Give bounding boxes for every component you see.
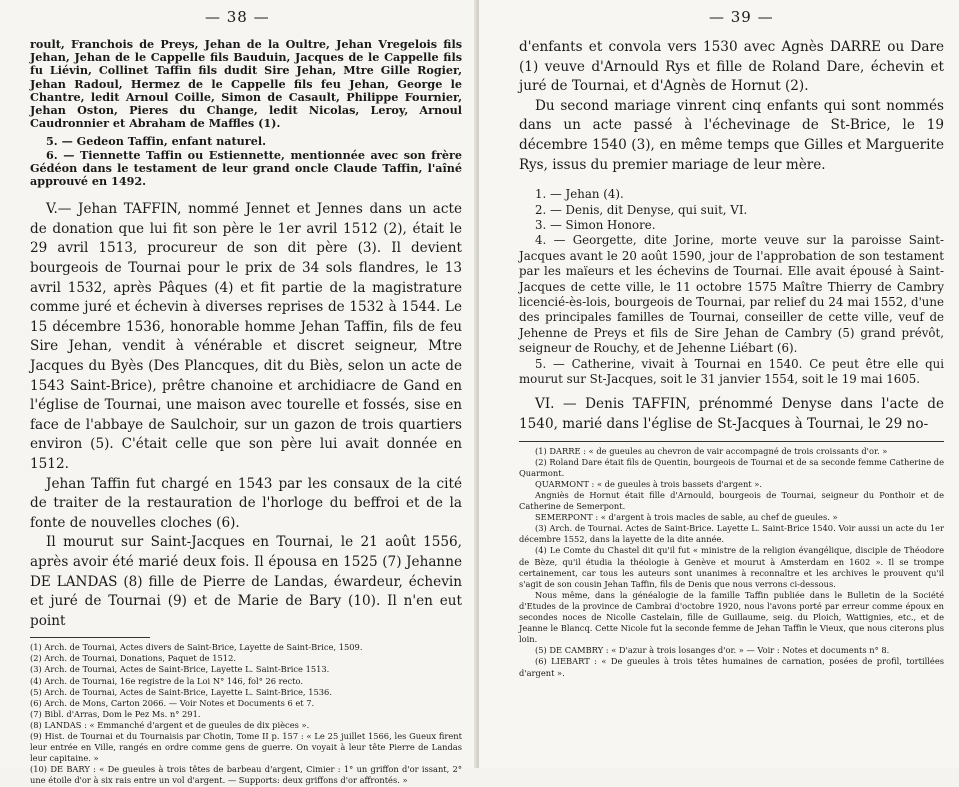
right-footnote: (3) Arch. de Tournai. Actes de Saint-Brice. Layette L. Saint-Brice 1540. Voir aussi un acte du 1er décembre 1552, dans la layette de la dite année. [519,523,944,545]
left-column [30,38,462,787]
left-item-5: 5. — Gedeon Taffin, enfant naturel. [46,134,266,149]
right-footnote: (5) DE CAMBRY : « D'azur à trois losanges d'or. » — Voir : Notes et documents n° 8. [535,645,890,656]
footnote-rule-right [519,441,944,442]
page-number-38: — 38 — [205,8,270,26]
right-item-2: 2. — Denis, dit Denyse, qui suit, VI. [535,202,748,217]
left-footnote: (1) Arch. de Tournai, Actes divers de Saint-Brice, Layette de Saint-Brice, 1509. [30,642,363,653]
right-second-para: Du second mariage vinrent cinq enfants qui sont nommés dans un acte passé à l'échevinage de St-Brice, le 19 décembre 1540 (3), en même temps que Gilles et Marguerite Rys, issus du premier mariage de leur mère. [519,97,944,173]
right-footnote: SEMERPONT : « d'argent à trois macles de sable, au chef de gueules. » [535,512,838,523]
right-footnote: (1) DARRE : « de gueules au chevron de vair accompagné de trois croissants d'or. » [535,445,888,456]
left-footnotes [30,642,462,786]
right-footnote: (2) Roland Dare était fils de Quentin, bourgeois de Tournai et de sa seconde femme Catherine de Quarmont. [519,456,944,478]
right-column [519,38,944,679]
right-footnote: Angniès de Hornut était fille d'Arnould, bourgeois de Tournai, seigneur du Ponthoir et de Catherine de Semerpont. [519,490,944,512]
section-v-para: V.— Jehan TAFFIN, nommé Jennet et Jennes dans un acte de donation que lui fit son père le 1er avril 1512 (2), était le 29 avril 1513, procureur de son dit père (3). Il devient bourgeois de Tournai pour le prix de 34 sols flandres, le 13 avril 1532, après Pâques (4) et fit partie de la magistrature comme juré et échevin à diverses reprises de 1532 à 1544. Le 15 décembre 1536, honorable homme Jehan Taffin, fils de feu Sire Jehan, vendit à vénérable et discret seigneur, Mtre Jacques du Byès (Des Plancques, dit du Biès, selon un acte de 1543 Saint-Brice), prêtre chanoine et archidiacre de Gand en l'église de Tournai, une maison avec tourelle et fossés, sise en face de l'abbaye de Saulchoir, sur un gazon de trois quartiers environ (5). C'était celle que son père lui avait donnée en 1512. [30,201,462,472]
right-item-1: 1. — Jehan (4). [535,187,624,202]
footnote-rule-left [30,637,150,638]
right-footnote: Nous même, dans la généalogie de la famille Taffin publiée dans le Bulletin de la Société d'Etudes de la province de Cambrai d'octobre 1920, nous l'avons porté par erreur comme époux en secondes noces de Nicolle Castelain, fille de Guillaume, seig. du Ploich, Wattignies, etc., et de Jeanne le Blancq. Cette Nicole fut la seconde femme de Jehan Taffin le Vieux, que nous citerons plus loin. [519,589,944,645]
right-page [479,0,959,768]
para-horloge: Jehan Taffin fut chargé en 1543 par les consaux de la cité de traiter de la restauration de l'horloge du beffroi et de la fonte de nouvelles cloches (6). [30,475,462,531]
right-top-para: d'enfants et convola vers 1530 avec Agnès DARRE ou Dare (1) veuve d'Arnould Rys et fille de Roland Dare, échevin et juré de Tournai, et d'Agnès de Hornut (2). [519,39,944,95]
right-item-5: 5. — Catherine, vivait à Tournai en 1540. Ce peut être elle qui mourut sur St-Jacques, soit le 31 janvier 1554, soit le 19 mai 1605. [519,356,944,387]
page-number-39: — 39 — [709,8,774,26]
right-footnotes [519,446,944,679]
left-top-para: roult, Franchois de Preys, Jehan de la Oultre, Jehan Vregelois fils Jehan, Jehan de le Cappelle fils Bauduin, Jacques de le Cappelle fils fu Liévin, Collinet Taffin fils dudit Sire Jehan, Mtre Gille Rogier, Jehan Radoul, Hermez de le Cappelle fils feu Jehan, George le Chantre, ledit Arnoul Coille, Simon de Casault, Philippe Fournier, Jehan Oston, Pieres du Change, ledit Nicolas, Leroy, Arnoul Caudronnier et Abraham de Maffles (1). [30,37,462,131]
left-item-6: 6. — Tiennette Taffin ou Estiennette, mentionnée avec son frère Gédéon dans le testament de leur grand oncle Claude Taffin, l'aîné approuvé en 1492. [30,147,462,189]
left-footnote: (6) Arch. de Mons, Carton 2066. — Voir Notes et Documents 6 et 7. [30,697,315,708]
right-footnote: QUARMONT : « de gueules à trois bassets d'argent ». [535,478,762,489]
left-page [0,0,478,786]
left-footnote: (2) Arch. de Tournai, Donations, Paquet de 1512. [30,653,236,664]
right-item-3: 3. — Simon Honore. [535,217,656,232]
left-footnote: (3) Arch. de Tournai, Actes de Saint-Brice, Layette L. Saint-Brice 1513. [30,664,330,675]
right-footnote: (6) LIEBART : « De gueules à trois têtes humaines de carnation, posées de profil, tortillées d'argent ». [519,656,944,678]
left-footnote: (7) Bibl. d'Arras, Dom le Pez Ms. n° 291. [30,708,201,719]
left-footnote: (10) DE BARY : « De gueules à trois têtes de barbeau d'argent, Cimier : 1° un griffon d'or issant, 2° une étoile d'or à six rais entre un vol d'argent. — Supports: deux griffons d'or affrontés. » [30,764,462,786]
section-vi-para: VI. — Denis TAFFIN, prénommé Denyse dans l'acte de 1540, marié dans l'église de St-Jacques à Tournai, le 29 no- [519,396,944,433]
left-footnote: (8) LANDAS : « Emmanché d'argent et de gueules de dix pièces ». [30,719,310,730]
left-footnote: (4) Arch. de Tournai, 16e registre de la Loi N° 146, fol° 26 recto. [30,675,304,686]
left-footnote: (9) Hist. de Tournai et du Tournaisis par Chotin, Tome II p. 157 : « Le 25 juillet 1566, les Gueux firent leur entrée en Ville, rangés en ordre comme gens de guerre. On voyait à leur tête Pierre de Landas leur capitaine. » [30,731,462,764]
right-item-4: 4. — Georgette, dite Jorine, morte veuve sur la paroisse Saint-Jacques avant le 20 août 1590, jour de l'approbation de son testament par les maïeurs et les échevins de Tournai. Elle avait épousé à Saint-Jacques de cette ville, le 11 octobre 1575 Maître Thierry de Cambry licencié-ès-lois, bourgeois de Tournai, par relief du 24 mai 1552, d'une des principales familles de Tournai, conseiller de cette ville, veuf de Jehenne de Preys et fils de Sire Jehan de Cambry (5) grand prévôt, seigneur de Rouchy, et de Jehenne Liébart (6). [519,233,944,356]
para-mourut: Il mourut sur Saint-Jacques en Tournai, le 21 août 1556, après avoir été marié deux fois. Il épousa en 1525 (7) Jehanne DE LANDAS (8) fille de Pierre de Landas, éwardeur, échevin et juré de Tournai (9) et de Marie de Bary (10). Il n'en eut point [30,534,462,629]
right-footnote: (4) Le Comte du Chastel dit qu'il fut « ministre de la religion évangélique, disciple de Théodore de Bèze, qu'il étudia la théologie à Genève et mourut à Amsterdam en 1602 ». Il se trompe certainement, car tous les auteurs sont unanimes à reconnaître et les archives le prouvent qu'il s'agit de son cousin Jehan Taffin, fils de Denis que nous verrons ci-dessous. [519,545,944,589]
left-footnote: (5) Arch. de Tournai, Actes de Saint-Brice, Layette L. Saint-Brice, 1536. [30,686,332,697]
